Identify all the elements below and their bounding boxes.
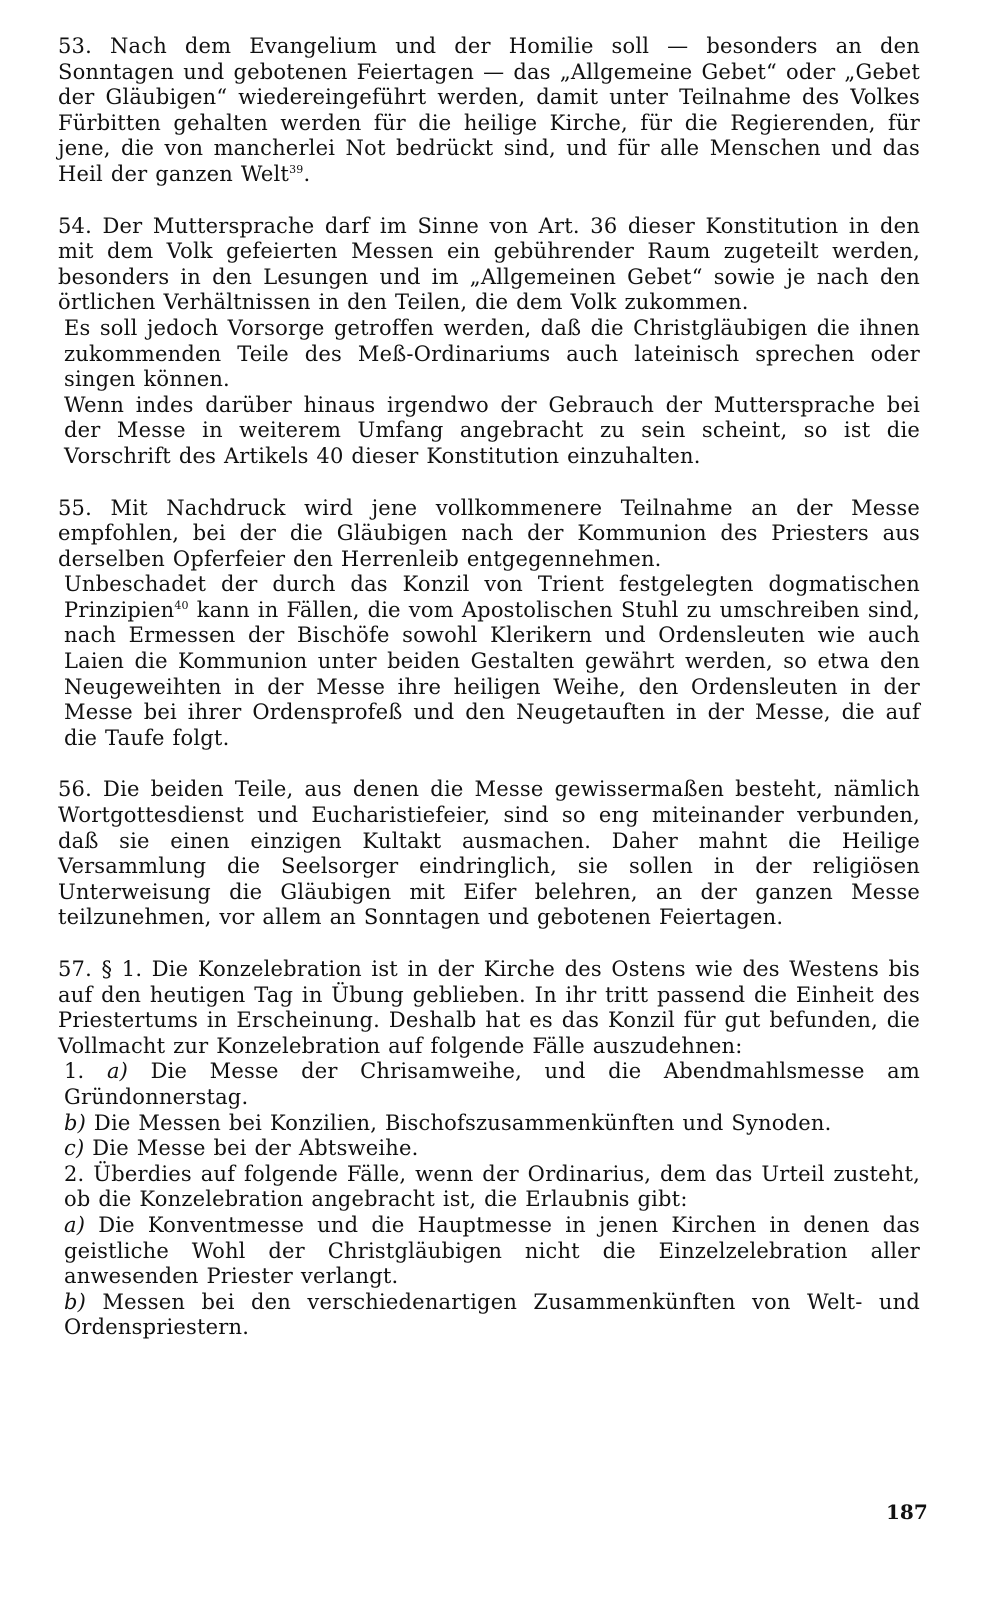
paragraph-gap [58,931,920,957]
list-letter-c: c) [64,1136,85,1161]
paragraph-57-intro: 57. § 1. Die Konzelebration ist in der Kirche des Ostens wie des Westens bis auf den heutigen Tag in Übung geblieben. In ihr tritt passend die Einheit des Priestertums in Erscheinung. Deshalb hat es das Konzil für gut befunden, die Vollmacht zur Konzelebration auf folgende Fälle auszudehnen: [58,957,920,1058]
paragraph-53-text: 53. Nach dem Evangelium und der Homilie soll — besonders an den Sonntagen und gebotenen Feiertagen — das „Allgemeine Gebet“ oder „Gebet der Gläubigen“ wiedereingeführt werden, damit unter Teilnahme des Volkes Fürbitten gehalten werden für die heilige Kirche, für die Regierenden, für jene, die von mancherlei Not bedrückt sind, und für alle Menschen und das Heil der ganzen Welt [58,34,920,186]
list-number-1: 1. [64,1059,85,1084]
footnote-marker-39[interactable]: 39 [289,162,304,176]
list-item-2a-text: Die Konventmesse und die Hauptmesse in jenen Kirchen in denen das geistliche Wohl der Christgläubigen nicht die Einzelzelebration aller anwesenden Priester verlangt. [64,1212,920,1289]
paragraph-54-a: 54. Der Muttersprache darf im Sinne von Art. 36 dieser Konstitution in den mit dem Volk gefeierten Messen ein gebührender Raum zugeteilt werden, besonders in den Lesungen und im „Allgemeinen Gebet“ sowie je nach den örtlichen Verhältnissen in den Teilen, die dem Volk zukommen. [58,213,920,315]
paragraph-54-c: Wenn indes darüber hinaus irgendwo der Gebrauch der Muttersprache bei der Messe in weiterem Umfang angebracht zu sein scheint, so ist die Vorschrift des Artikels 40 dieser Konstitution einzuhalten. [64,392,920,468]
list-letter-b: b) [64,1110,87,1135]
list-letter-a: a) [106,1059,129,1084]
page-number: 187 [886,1500,928,1524]
footnote-marker-40[interactable]: 40 [174,598,189,612]
document-page [58,34,920,1341]
paragraph-53-end: . [303,161,311,186]
list-item-1b [58,1111,920,1137]
list-item-2: 2. Überdies auf folgende Fälle, wenn der Ordinarius, dem das Urteil zusteht, ob die Konzelebration angebracht ist, die Erlaubnis gibt: [64,1161,920,1212]
list-item-2a [58,1213,920,1290]
paragraph-55-b-start: Unbeschadet der durch das Konzil von Trient festgelegten dogmatischen Prinzipien [64,572,920,622]
list-letter-b: b) [64,1289,87,1314]
list-item-2b [58,1290,920,1341]
paragraph-55-a: 55. Mit Nachdruck wird jene vollkommenere Teilnahme an der Messe empfohlen, bei der die Gläubigen nach der Kommunion des Priesters aus derselben Opferfeier den Herrenleib entgegennehmen. [58,495,920,571]
list-item-1a-text: Die Messe der Chrisamweihe, und die Abendmahlsmesse am Gründonnerstag. [64,1059,920,1109]
paragraph-gap [58,470,920,496]
paragraph-54-b: Es soll jedoch Vorsorge getroffen werden, daß die Christgläubigen die ihnen zukommenden Teile des Meß-Ordinariums auch lateinisch sprechen oder singen können. [64,315,920,392]
list-item-1c-text: Die Messe bei der Abtsweihe. [84,1136,419,1161]
paragraph-gap [58,188,920,214]
list-item-2b-text: Messen bei den verschiedenartigen Zusammenkünften von Welt- und Ordenspriestern. [64,1289,920,1340]
list-letter-a: a) [64,1212,86,1237]
paragraph-gap [58,751,920,777]
paragraph-55-b-rest: kann in Fällen, die vom Apostolischen Stuhl zu umschreiben sind, nach Ermessen der Bischöfe sowohl Klerikern und Ordensleuten wie auch Laien die Kommunion unter beiden Gestalten gewährt werden, so etwa den Neugeweihten in der Messe ihre heiligen Weihe, den Ordensleuten in der Messe bei ihrer Ordensprofeß und den Neugetauften in der Messe, die auf die Taufe folgt. [64,597,920,750]
paragraph-55-b [58,572,920,751]
list-item-1c [58,1136,920,1162]
list-item-1b-text: Die Messen bei Konzilien, Bischofszusammenkünften und Synoden. [86,1110,832,1135]
paragraph-53 [58,34,920,188]
paragraph-56: 56. Die beiden Teile, aus denen die Messe gewissermaßen besteht, nämlich Wortgottesdienst und Eucharistiefeier, sind so eng miteinander verbunden, daß sie einen einzigen Kultakt ausmachen. Daher mahnt die Heilige Versammlung die Seelsorger eindringlich, sie sollen in der religiösen Unterweisung die Gläubigen mit Eifer belehren, an der ganzen Messe teilzunehmen, vor allem an Sonntagen und gebotenen Feiertagen. [58,777,920,930]
list-item-1a [58,1059,920,1110]
